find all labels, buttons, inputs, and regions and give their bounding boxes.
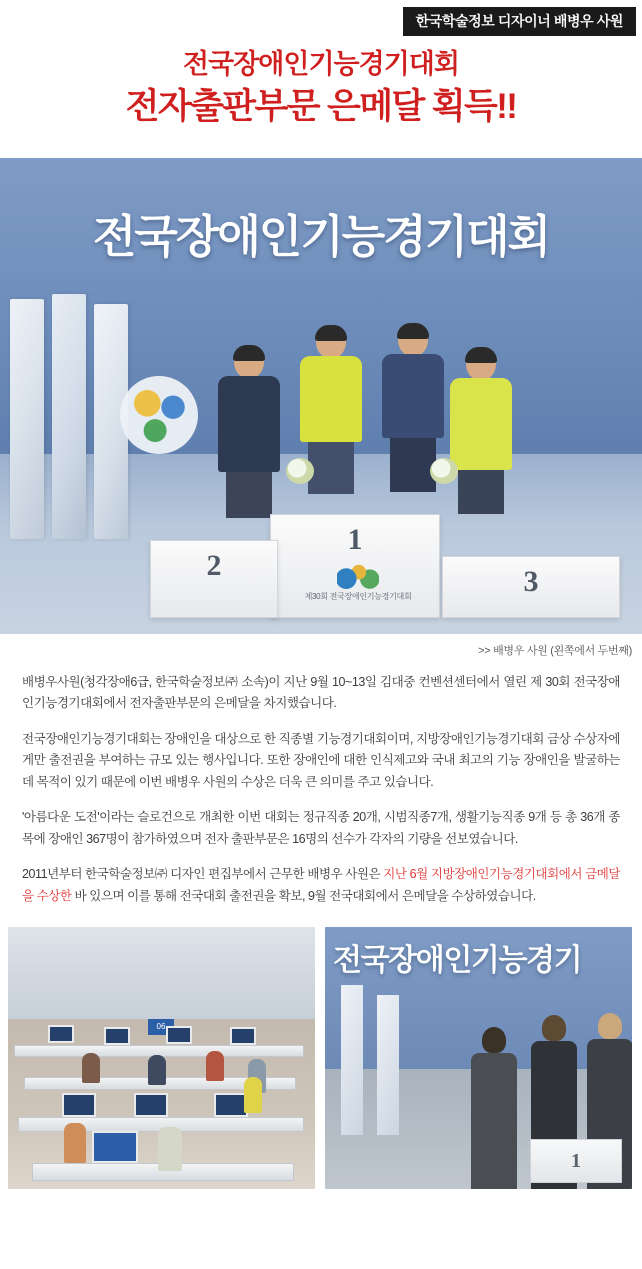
emblem-graphic (120, 376, 198, 454)
person-body (471, 1053, 517, 1189)
person-figure (64, 1123, 86, 1163)
photo-caption: >> 배병우 사원 (왼쪽에서 두번째) (478, 644, 632, 657)
photo-award-ceremony (325, 927, 632, 1189)
person-hair (233, 345, 265, 361)
monitor (230, 1027, 256, 1045)
podium-rank-first: 1 (571, 1150, 581, 1173)
person-figure (471, 1027, 517, 1189)
event-logo-mark (337, 563, 379, 589)
podium-block-second (150, 540, 278, 618)
page-title-line2: 전자출판부문 은메달 획득!! (125, 87, 517, 127)
paragraph-3: '아름다운 도전'이라는 슬로건으로 개최한 이번 대회는 정규직종 20개, 시범직종7개, 생활기능직종 9개 등 총 36개 종목에 장애인 367명이 참가하였으며 전자 출판부문은 16명의 선수가 각자의 기량을 선보였습니다. (22, 810, 620, 846)
person-head (234, 345, 264, 379)
person-figure (218, 345, 280, 518)
page-title-line1: 전국장애인기능경기대회 (183, 49, 459, 79)
hero-photo (0, 158, 642, 634)
person-head (482, 1027, 506, 1053)
paragraph-4 (22, 864, 620, 907)
podium-block-third (442, 556, 620, 618)
person-head (466, 347, 496, 381)
hall-wall (8, 927, 315, 1023)
person-legs (390, 438, 436, 492)
person-head (398, 323, 428, 357)
person-hair (465, 347, 497, 363)
person-legs (308, 442, 354, 494)
bouquet-graphic (286, 458, 314, 484)
person-body (450, 378, 512, 470)
podium-block-first (530, 1139, 622, 1183)
monitor (62, 1093, 96, 1117)
person-head (598, 1013, 622, 1039)
person-figure (82, 1053, 100, 1083)
status-badge: 한국학술정보 디자이너 배병우 사원 (403, 7, 636, 36)
hero-banner-text: 전국장애인기능경기대회 (92, 210, 550, 262)
booth-sign: 06 (148, 1019, 174, 1035)
person-figure (148, 1055, 166, 1085)
paragraph-1: 배병우사원(청각장애6급, 한국학술정보㈜ 소속)이 지난 9월 10~13일 김대중 컨벤션센터에서 열린 제 30회 전국장애인기능경기대회에서 전자출판부문의 은메달을 차지했습니다. (22, 674, 620, 711)
person-figure (244, 1077, 262, 1113)
person-head (542, 1015, 566, 1041)
event-logo (298, 563, 418, 602)
paragraph-2: 전국장애인기능경기대회는 장애인을 대상으로 한 직종별 기능경기대회이며, 지방장애인기능경기대회 금상 수상자에게만 출전권을 부여하는 규모 있는 행사입니다. 또한 장애인에 대한 인식제고와 국내 최고의 기능 장애인을 발굴하는 데 목적이 있기 때문에 이번 배병우 사원의 수상은 더욱 큰 의미를 주고 있습니다. (22, 731, 620, 789)
podium-rank-second: 2 (206, 548, 222, 582)
monitor (104, 1027, 130, 1045)
decorative-flag (52, 294, 86, 539)
decorative-flag (10, 299, 44, 539)
page-title (0, 34, 642, 134)
event-logo-caption: 제30회 전국장애인기능경기대회 (304, 591, 412, 601)
person-head (316, 325, 346, 359)
person-body (300, 356, 362, 442)
paragraph-4-pre: 2011년부터 한국학술정보㈜ 디자인 편집부에서 근무한 배병우 사원은 (22, 867, 384, 882)
person-figure (206, 1051, 224, 1081)
person-hair (397, 323, 429, 339)
photo-competition-hall (8, 927, 315, 1189)
podium-rank-first: 1 (347, 522, 363, 556)
podium-rank-third: 3 (523, 564, 539, 598)
paragraph-4-highlight: 지난 6월 지방장애인기능경기대회에서 금메달을 수상한 (22, 867, 620, 903)
photo-gallery (0, 921, 642, 1197)
bouquet-graphic (430, 458, 458, 484)
person-body (218, 376, 280, 472)
monitor (48, 1025, 74, 1043)
decorative-flag (377, 995, 399, 1135)
monitor (214, 1093, 248, 1117)
decorative-flag (341, 985, 363, 1135)
monitor (166, 1026, 192, 1044)
title-spacer (0, 134, 642, 158)
paragraph-4-post: 바 있으며 이를 통해 전국대회 출전권을 확보, 9월 전국대회에서 은메달을 수상하였습니다. (71, 888, 536, 903)
badge-row (0, 0, 642, 34)
monitor (134, 1093, 168, 1117)
person-figure (158, 1127, 182, 1171)
person-hair (315, 325, 347, 341)
person-body (382, 354, 444, 438)
ceremony-banner-text: 전국장애인기능경기 (333, 944, 582, 978)
article-body (0, 664, 642, 908)
person-figure (450, 347, 512, 514)
monitor (92, 1131, 138, 1163)
podium (150, 498, 620, 618)
